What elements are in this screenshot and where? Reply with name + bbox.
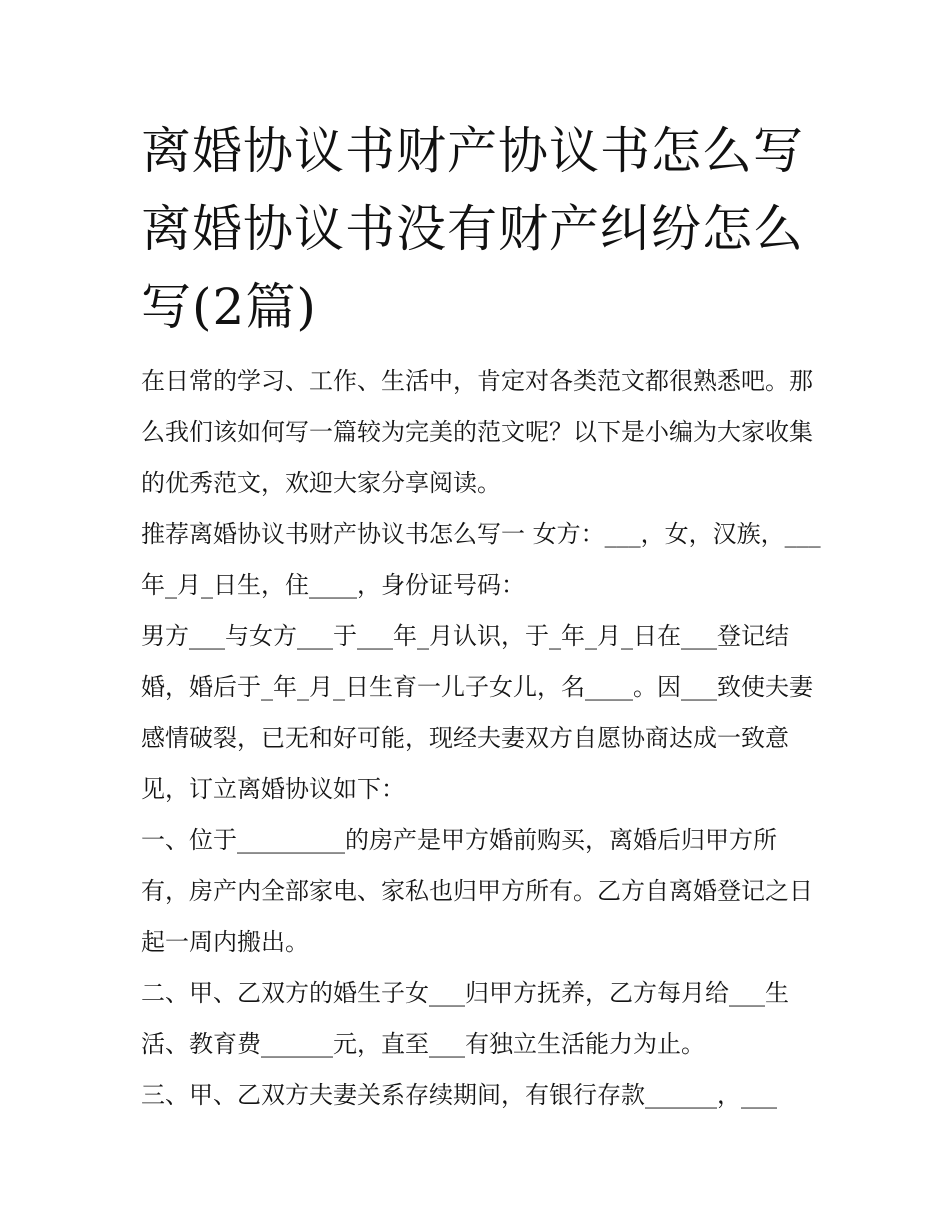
intro-paragraph: 在日常的学习、工作、生活中，肯定对各类范文都很熟悉吧。那么我们该如何写一篇较为完美的范文呢？以下是小编为大家收集的优秀范文，欢迎大家分享阅读。 (141, 367, 813, 497)
document-page (141, 112, 821, 1121)
document-title: 离婚协议书财产协议书怎么写离婚协议书没有财产纠纷怎么写(2篇) (141, 122, 804, 336)
clause-1-paragraph: 一、位于_________的房产是甲方婚前购买，离婚后归甲方所有，房产内全部家电、家私也归甲方所有。乙方自离婚登记之日起一周内搬出。 (141, 826, 813, 956)
party-info-paragraph: 推荐离婚协议书财产协议书怎么写一 女方：___，女，汉族，___年_月_日生，住____，身份证号码： (141, 520, 821, 599)
document-body (141, 356, 821, 1121)
clause-3-paragraph: 三、甲、乙双方夫妻关系存续期间，有银行存款______，___ (141, 1081, 777, 1109)
clause-2-paragraph: 二、甲、乙双方的婚生子女___归甲方抚养，乙方每月给___生活、教育费______元，直至___有独立生活能力为止。 (141, 979, 789, 1058)
marriage-background-paragraph: 男方___与女方___于___年_月认识，于_年_月_日在___登记结婚，婚后于_年_月_日生育一儿子女儿，名____。因___致使夫妻感情破裂，已无和好可能，现经夫妻双方自愿协商达成一致意见，订立离婚协议如下： (141, 622, 813, 803)
